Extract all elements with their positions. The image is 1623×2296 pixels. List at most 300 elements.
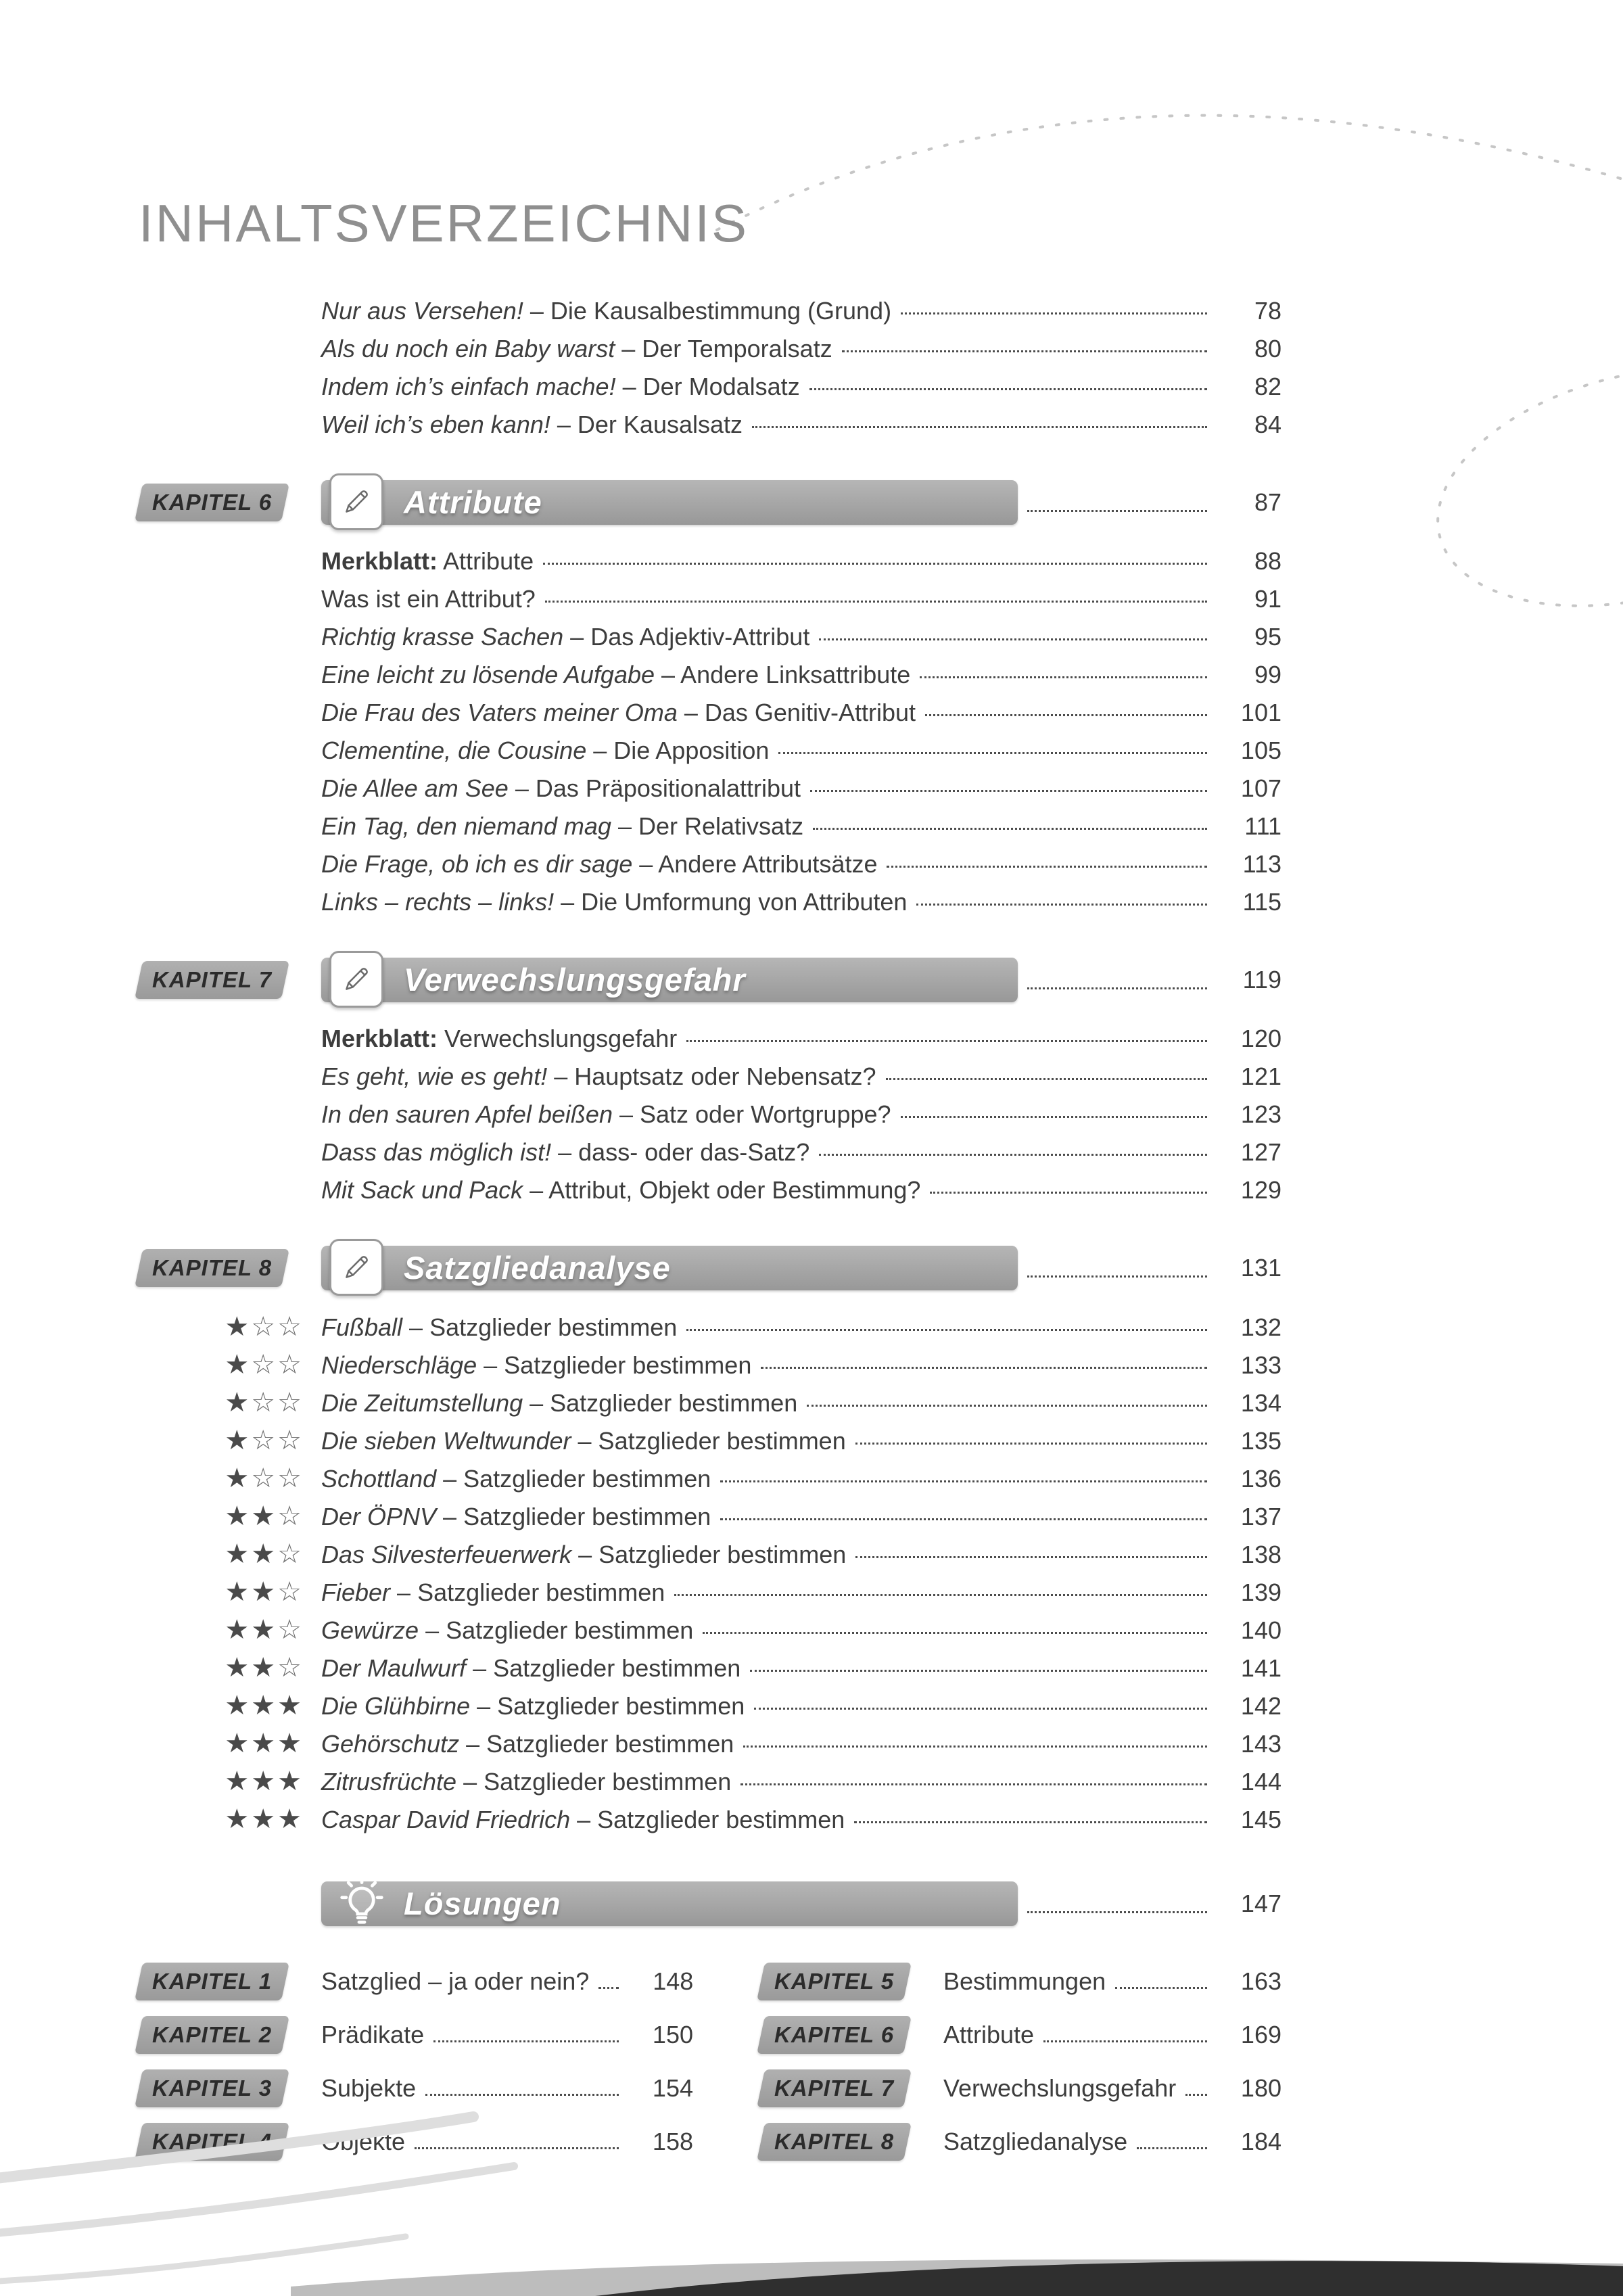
dot-leader: [813, 828, 1207, 830]
chapter-tag-label: KAPITEL 7: [152, 967, 273, 992]
entry-title-italic: Fieber: [321, 1578, 391, 1606]
solution-row: [139, 1954, 693, 2008]
entry-title-italic: Links – rechts – links!: [321, 888, 555, 916]
page-number: 163: [1240, 1967, 1281, 1995]
chapter-title: Satzgliedanalyse: [404, 1250, 671, 1286]
star-filled-icon: ★: [225, 1539, 252, 1569]
entry-content: [321, 1058, 1281, 1096]
lightbulb-icon-wrap: [331, 1872, 393, 1934]
dot-leader: [425, 2094, 619, 2096]
dot-leader: [1137, 2147, 1207, 2149]
entry-title-rest: – Satzglieder bestimmen: [459, 1730, 734, 1758]
dot-leader: [810, 790, 1207, 792]
chapter-tag: [135, 1963, 289, 2000]
chapters-section: [139, 480, 1281, 1838]
chapter-header-content: [321, 958, 1281, 1002]
entry-title-italic: Nur aus Versehen!: [321, 297, 523, 325]
entry-marker: [139, 1535, 321, 1573]
entry-title-italic: Richtig krasse Sachen: [321, 623, 564, 651]
entry-title-italic: Schottland: [321, 1465, 437, 1493]
entry-title-italic: Die Allee am See: [321, 774, 509, 802]
star-empty-icon: ☆: [251, 1463, 278, 1493]
chapter-tag: [135, 2123, 289, 2161]
page-number: 82: [1254, 373, 1281, 400]
star-empty-icon: ☆: [277, 1426, 304, 1455]
toc-entry-row: [139, 1384, 1281, 1422]
entry-title: [321, 1498, 711, 1536]
page-number: 111: [1244, 812, 1281, 840]
solution-row: [761, 2008, 1281, 2061]
solutions-column-left: [139, 1954, 693, 2168]
entry-marker: [139, 1611, 321, 1649]
entry-marker: [139, 1762, 321, 1800]
star-empty-icon: ☆: [251, 1388, 278, 1418]
star-empty-icon: ☆: [251, 1426, 278, 1455]
star-empty-icon: ☆: [277, 1312, 304, 1342]
chapter-tag: [135, 961, 289, 999]
entry-title-italic: Der Maulwurf: [321, 1654, 467, 1682]
star-filled-icon: ★: [251, 1539, 278, 1569]
entry-title-rest: – Das Präpositionalattribut: [508, 774, 801, 802]
entry-marker: [139, 1308, 321, 1346]
page-number: 137: [1240, 1503, 1281, 1530]
solution-label: Objekte: [321, 2127, 406, 2155]
star-filled-icon: ★: [251, 1804, 278, 1834]
pencil-icon-badge: [329, 1239, 383, 1296]
page-number: 143: [1240, 1730, 1281, 1758]
solution-marker: [139, 2123, 321, 2161]
entry-title: [321, 1133, 809, 1171]
star-filled-icon: ★: [251, 1501, 278, 1531]
page-number: 133: [1240, 1351, 1281, 1379]
dot-leader: [743, 1746, 1207, 1748]
entry-title-italic: Caspar David Friedrich: [321, 1806, 571, 1833]
entry-title: [321, 1309, 677, 1346]
toc-entry-row: [139, 580, 1281, 618]
entry-marker: [139, 1800, 321, 1838]
entry-content: [321, 807, 1281, 845]
chapter-header-content: [321, 480, 1281, 525]
dot-leader: [807, 1405, 1207, 1407]
entry-title-rest: – Satzglieder bestimmen: [571, 1541, 847, 1568]
entry-title: [321, 1536, 846, 1574]
entry-title-rest: – Satzglieder bestimmen: [570, 1806, 845, 1833]
dot-leader: [916, 904, 1207, 906]
page-number: 141: [1240, 1654, 1281, 1682]
toc-entry-row: [139, 368, 1281, 406]
toc-entry-row: [139, 1058, 1281, 1096]
entry-title-italic: Ein Tag, den niemand mag: [321, 812, 611, 840]
entry-title-italic: In den sauren Apfel beißen: [321, 1100, 613, 1128]
entry-title-rest: – Attribut, Objekt oder Bestimmung?: [523, 1176, 921, 1204]
dot-leader: [886, 1078, 1207, 1080]
chapter-marker: [139, 484, 321, 521]
chapter-title: Verwechslungsgefahr: [404, 962, 746, 998]
dot-leader: [930, 1192, 1207, 1194]
star-empty-icon: ☆: [277, 1653, 304, 1683]
dot-leader: [887, 866, 1207, 868]
star-filled-icon: ★: [225, 1691, 252, 1720]
entry-content: [321, 845, 1281, 883]
page-number: 150: [652, 2020, 693, 2048]
dot-leader: [920, 676, 1207, 678]
entry-title: [321, 1460, 711, 1498]
solution-label: Bestimmungen: [943, 1967, 1106, 1995]
entry-title: [321, 1725, 734, 1763]
page-number: 101: [1240, 699, 1281, 726]
entry-title-italic: Fußball: [321, 1313, 403, 1341]
solution-row: [761, 2115, 1281, 2168]
chapter-header-bar: [321, 958, 1018, 1002]
lightbulb-icon: [332, 1873, 392, 1933]
star-empty-icon: ☆: [277, 1539, 304, 1569]
toc-entry-row: [139, 694, 1281, 732]
toc-entry-row: [139, 1687, 1281, 1725]
entry-title: [321, 1422, 846, 1460]
entry-title: [321, 883, 907, 921]
star-empty-icon: ☆: [277, 1388, 304, 1418]
entry-title-italic: Die Frau des Vaters meiner Oma: [321, 699, 678, 726]
solution-row: [139, 2008, 693, 2061]
page-number: 134: [1240, 1389, 1281, 1417]
chapter-marker: [139, 961, 321, 999]
chapter-header-row: [139, 1246, 1281, 1290]
page-number: 107: [1240, 774, 1281, 802]
toc-entry-row: [139, 618, 1281, 656]
chapter-tag-label: KAPITEL 4: [152, 2128, 273, 2154]
dot-leader: [686, 1040, 1207, 1042]
dot-leader: [720, 1480, 1207, 1482]
entry-title-rest: – Satzglieder bestimmen: [466, 1654, 741, 1682]
entry-title-rest: – Das Genitiv-Attribut: [677, 699, 916, 726]
pencil-icon: [339, 1250, 373, 1284]
page-number: 88: [1254, 547, 1281, 575]
intro-section: [139, 292, 1281, 444]
page-number: 120: [1240, 1025, 1281, 1052]
entry-title: [321, 330, 832, 368]
entry-title-rest: – Der Modalsatz: [615, 373, 800, 400]
entry-content: [321, 770, 1281, 807]
pencil-icon: [339, 485, 373, 519]
solutions-header-row: [139, 1881, 1281, 1926]
star-empty-icon: ☆: [277, 1350, 304, 1380]
toc-entry-row: [139, 1459, 1281, 1497]
entry-title-italic: Indem ich’s einfach mache!: [321, 373, 616, 400]
entry-marker: [139, 1459, 321, 1497]
star-filled-icon: ★: [225, 1312, 252, 1342]
entry-title: [321, 1171, 920, 1209]
entry-content: [321, 406, 1281, 444]
entry-content: [321, 618, 1281, 656]
star-empty-icon: ☆: [251, 1350, 278, 1380]
dot-leader: [842, 350, 1207, 352]
solution-row: [139, 2061, 693, 2115]
entry-title: [321, 1612, 693, 1649]
entry-content: [321, 1096, 1281, 1133]
solution-row: [761, 1954, 1281, 2008]
star-filled-icon: ★: [225, 1350, 252, 1380]
chapter-tag: [757, 2123, 912, 2161]
entry-title: [321, 1058, 876, 1096]
entry-title: [321, 542, 534, 580]
star-filled-icon: ★: [277, 1729, 304, 1758]
page-number: 113: [1242, 850, 1281, 878]
entry-content: [321, 1536, 1281, 1574]
chapter-tag-label: KAPITEL 8: [152, 1255, 273, 1280]
chapter-tag-label: KAPITEL 5: [774, 1968, 895, 1994]
star-filled-icon: ★: [251, 1653, 278, 1683]
entry-content: [321, 1309, 1281, 1346]
star-filled-icon: ★: [225, 1501, 252, 1531]
dot-leader: [778, 752, 1207, 754]
star-filled-icon: ★: [251, 1766, 278, 1796]
solutions-column-right: [761, 1954, 1281, 2168]
solutions-header-section: [139, 1881, 1281, 1926]
star-filled-icon: ★: [277, 1766, 304, 1796]
chapter-tag: [757, 2069, 912, 2107]
solution-marker: [139, 2016, 321, 2054]
solution-content: [321, 2074, 693, 2103]
solution-label: Satzglied – ja oder nein?: [321, 1967, 590, 1995]
page-number: 115: [1242, 888, 1281, 916]
entry-title: [321, 406, 743, 444]
entry-title: [321, 656, 910, 694]
star-filled-icon: ★: [225, 1804, 252, 1834]
toc-entry-row: [139, 1611, 1281, 1649]
page-number: 131: [1240, 1254, 1281, 1282]
toc-entry-row: [139, 845, 1281, 883]
entry-title-rest: – Der Temporalsatz: [615, 335, 832, 362]
star-filled-icon: ★: [251, 1691, 278, 1720]
entry-title-rest: – Satzglieder bestimmen: [477, 1351, 752, 1379]
entry-title: [321, 1801, 845, 1839]
star-filled-icon: ★: [225, 1729, 252, 1758]
entry-title-rest: – Andere Attributsätze: [632, 850, 878, 878]
entry-title-italic: Die Frage, ob ich es dir sage: [321, 850, 633, 878]
entry-content: [321, 694, 1281, 732]
page-number: 121: [1240, 1062, 1281, 1090]
solution-marker: [761, 1963, 943, 2000]
entry-marker: [139, 1649, 321, 1687]
entry-title-italic: Niederschläge: [321, 1351, 477, 1379]
entry-title-rest: – Satzglieder bestimmen: [390, 1578, 665, 1606]
entry-title: [321, 580, 536, 618]
page-number: 158: [652, 2127, 693, 2155]
entry-marker: [139, 1573, 321, 1611]
entry-title-italic: Die Zeitumstellung: [321, 1389, 523, 1417]
entry-title-italic: Clementine, die Cousine: [321, 736, 587, 764]
entry-title-italic: Weil ich’s eben kann!: [321, 411, 550, 438]
solution-content: [321, 2021, 693, 2049]
solution-content: [321, 1967, 693, 1996]
chapter-tag: [135, 2069, 289, 2107]
entry-marker: [139, 1687, 321, 1725]
dot-leader: [545, 601, 1207, 603]
dot-leader: [1027, 987, 1207, 989]
dot-leader: [1115, 1987, 1207, 1989]
toc-entry-row: [139, 883, 1281, 921]
chapter-header-bar: [321, 1246, 1018, 1290]
solutions-header-bar: [321, 1881, 1018, 1926]
entry-content: [321, 330, 1281, 368]
dot-leader: [415, 2147, 619, 2149]
toc-entry-row: [139, 807, 1281, 845]
dot-leader: [750, 1670, 1207, 1672]
entry-title-rest: Was ist ein Attribut?: [321, 585, 536, 613]
page-number: 139: [1240, 1578, 1281, 1606]
toc-entry-row: [139, 1020, 1281, 1058]
entry-title: [321, 1346, 751, 1384]
page-number: 136: [1240, 1465, 1281, 1493]
entry-title: [321, 732, 769, 770]
toc-entry-row: [139, 1497, 1281, 1535]
solution-content: [943, 2074, 1281, 2103]
entry-title-rest: – Hauptsatz oder Nebensatz?: [547, 1062, 876, 1090]
entry-content: [321, 732, 1281, 770]
page-number: 105: [1240, 736, 1281, 764]
dot-leader: [855, 1443, 1207, 1445]
entry-title-italic: Gehörschutz: [321, 1730, 460, 1758]
toc-entry-row: [139, 1133, 1281, 1171]
chapter-tag: [135, 1249, 289, 1287]
page-number: 132: [1240, 1313, 1281, 1341]
toc-entry-row: [139, 542, 1281, 580]
chapter-header-bar: [321, 480, 1018, 525]
solution-content: [943, 2128, 1281, 2156]
star-filled-icon: ★: [225, 1653, 252, 1683]
entry-title-rest: – dass- oder das-Satz?: [551, 1138, 810, 1166]
entry-title-italic: Gewürze: [321, 1616, 419, 1644]
page-number: 87: [1254, 488, 1281, 516]
dot-leader: [740, 1783, 1207, 1785]
star-filled-icon: ★: [277, 1691, 304, 1720]
entry-content: [321, 1171, 1281, 1209]
chapter-tag: [757, 2016, 912, 2054]
entry-content: [321, 1422, 1281, 1460]
entry-content: [321, 1460, 1281, 1498]
entry-title-italic: Dass das möglich ist!: [321, 1138, 552, 1166]
toc-entry-row: [139, 1725, 1281, 1762]
entry-title: [321, 368, 800, 406]
entry-content: [321, 1574, 1281, 1612]
solution-content: [943, 1967, 1281, 1996]
dot-leader: [761, 1367, 1207, 1369]
entry-content: [321, 1687, 1281, 1725]
entry-title: [321, 807, 803, 845]
dot-leader: [819, 638, 1207, 640]
entry-title-rest: – Satzglieder bestimmen: [456, 1768, 732, 1796]
pencil-icon-badge: [329, 473, 383, 530]
solution-row: [761, 2061, 1281, 2115]
page-number: 145: [1240, 1806, 1281, 1833]
star-filled-icon: ★: [225, 1615, 252, 1645]
entry-title: [321, 618, 809, 656]
dot-leader: [855, 1556, 1207, 1558]
chapter-tag-label: KAPITEL 6: [152, 490, 273, 515]
entry-marker: [139, 1384, 321, 1422]
dot-leader: [901, 312, 1207, 314]
page-number: 127: [1240, 1138, 1281, 1166]
solution-label: Prädikate: [321, 2020, 425, 2048]
page-number: 78: [1254, 297, 1281, 325]
chapter-tag-label: KAPITEL 3: [152, 2075, 273, 2101]
star-empty-icon: ☆: [277, 1577, 304, 1607]
entry-title-rest: – Das Adjektiv-Attribut: [563, 623, 810, 651]
star-empty-icon: ☆: [277, 1501, 304, 1531]
dot-leader: [754, 1708, 1207, 1710]
entry-title-italic: Zitrusfrüchte: [321, 1768, 457, 1796]
page-number: 154: [652, 2074, 693, 2102]
entry-content: [321, 1498, 1281, 1536]
entry-title-rest: – Die Kausalbestimmung (Grund): [523, 297, 892, 325]
entry-content: [321, 1133, 1281, 1171]
entry-title: [321, 1649, 740, 1687]
toc-entry-row: [139, 1800, 1281, 1838]
toc-entry-row: [139, 770, 1281, 807]
dot-leader: [543, 563, 1207, 565]
dot-leader: [925, 714, 1207, 716]
chapter-tag: [757, 1963, 912, 2000]
dot-leader: [854, 1821, 1207, 1823]
star-filled-icon: ★: [225, 1577, 252, 1607]
page-number: 169: [1240, 2020, 1281, 2048]
solutions-grid: [139, 1954, 1281, 2168]
entry-content: [321, 1725, 1281, 1763]
star-filled-icon: ★: [251, 1729, 278, 1758]
chapter-tag-label: KAPITEL 6: [774, 2021, 895, 2047]
entry-title: [321, 1020, 677, 1058]
page-number: 135: [1240, 1427, 1281, 1455]
dot-leader: [433, 2040, 619, 2042]
toc-entry-row: [139, 1649, 1281, 1687]
entry-content: [321, 1763, 1281, 1801]
toc-entry-row: [139, 1573, 1281, 1611]
entry-marker: [139, 1497, 321, 1535]
dot-leader: [1043, 2040, 1207, 2042]
dot-leader: [720, 1518, 1207, 1520]
dot-leader: [703, 1632, 1207, 1634]
toc-entry-row: [139, 292, 1281, 330]
entry-title-rest: – Satzglieder bestimmen: [523, 1389, 798, 1417]
star-filled-icon: ★: [225, 1766, 252, 1796]
entry-title-bold: Merkblatt:: [321, 1025, 438, 1052]
entry-content: [321, 1346, 1281, 1384]
entry-title: [321, 770, 801, 807]
entry-title-rest: – Satzglieder bestimmen: [571, 1427, 846, 1455]
toc-entry-row: [139, 1535, 1281, 1573]
solution-label: Attribute: [943, 2020, 1035, 2048]
entry-content: [321, 1020, 1281, 1058]
dot-leader: [1185, 2094, 1207, 2096]
toc-entry-row: [139, 732, 1281, 770]
entry-title-italic: Der ÖPNV: [321, 1503, 437, 1530]
entry-content: [321, 580, 1281, 618]
star-filled-icon: ★: [225, 1388, 252, 1418]
solution-label: Satzgliedanalyse: [943, 2127, 1128, 2155]
pencil-icon: [339, 962, 373, 996]
solution-label: Subjekte: [321, 2074, 417, 2102]
page-number: 180: [1240, 2074, 1281, 2102]
toc-entry-row: [139, 1762, 1281, 1800]
toc-entry-row: [139, 330, 1281, 368]
page-number: 95: [1254, 623, 1281, 651]
page-number: 99: [1254, 661, 1281, 688]
chapter-title: Attribute: [404, 484, 542, 520]
pencil-icon-badge: [329, 951, 383, 1008]
star-empty-icon: ☆: [277, 1463, 304, 1493]
page-number: 138: [1240, 1541, 1281, 1568]
toc-entry-row: [139, 1171, 1281, 1209]
